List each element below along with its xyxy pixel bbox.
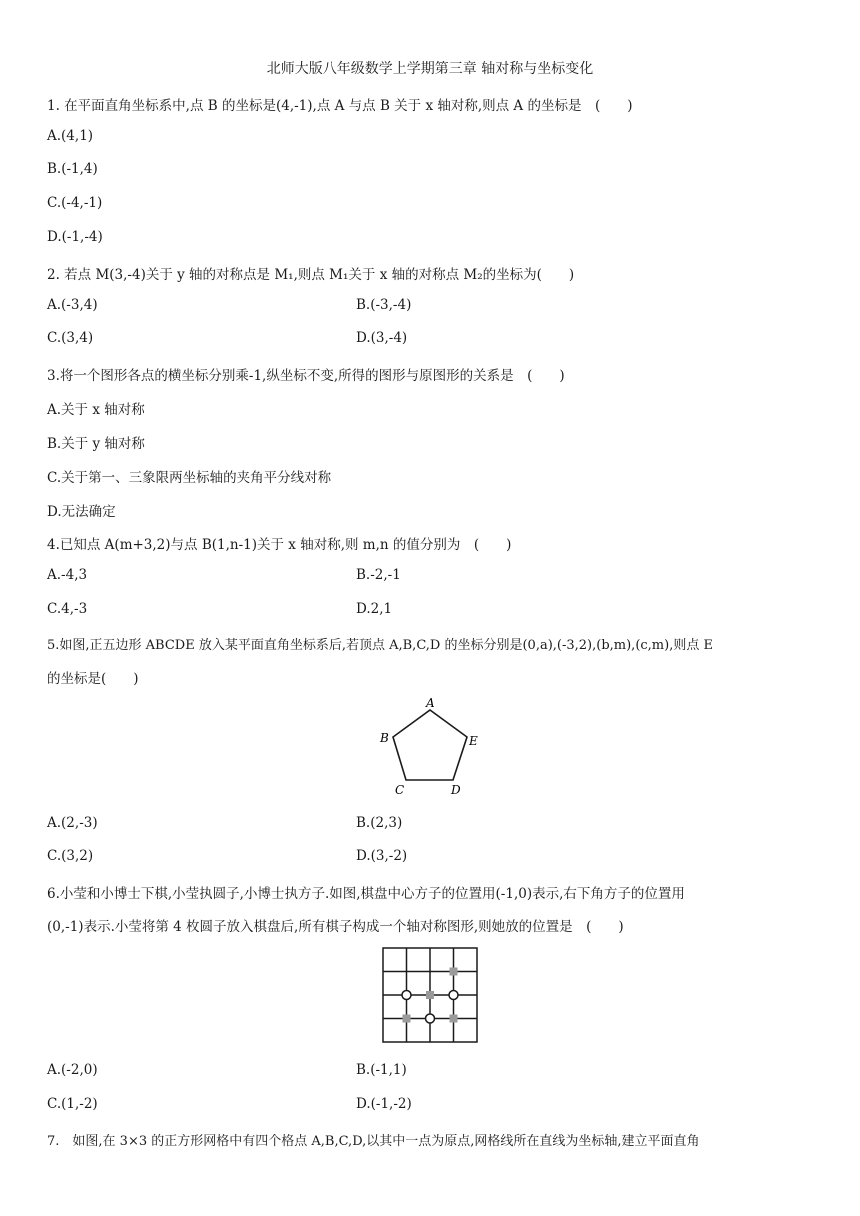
pentagon-shape: [393, 710, 467, 780]
q6-option-b: B.(-1,1): [356, 1062, 407, 1078]
q5-option-d: D.(3,-2): [356, 848, 408, 864]
q3-option-c: C.关于第一、三象限两坐标轴的夹角平分线对称: [47, 470, 332, 486]
q2-option-b: B.(-3,-4): [356, 297, 412, 313]
q1-option-b: B.(-1,4): [47, 161, 98, 177]
q4-option-a: A.-4,3: [47, 567, 88, 583]
q1-option-a: A.(4,1): [47, 128, 94, 144]
pentagon-figure: [370, 695, 490, 800]
q4-option-c: C.4,-3: [47, 601, 88, 617]
vertex-label-b: B: [380, 731, 389, 745]
question-4-stem: 4.已知点 A(m+3,2)与点 B(1,n-1)关于 x 轴对称,则 m,n 的值分别为 ( ): [47, 537, 512, 553]
q1-option-d: D.(-1,-4): [47, 229, 103, 245]
q1-option-c: C.(-4,-1): [47, 195, 103, 211]
vertex-label-a: A: [426, 696, 435, 710]
q5-option-a: A.(2,-3): [47, 815, 98, 831]
chessboard-figure: [380, 946, 480, 1044]
page-title: 北师大版八年级数学上学期第三章 轴对称与坐标变化: [266, 61, 594, 77]
q3-option-b: B.关于 y 轴对称: [47, 436, 145, 452]
question-6-stem-line2: (0,-1)表示.小莹将第 4 枚圆子放入棋盘后,所有棋子构成一个轴对称图形,则她放的位置是 ( ): [47, 919, 624, 935]
q3-option-d: D.无法确定: [47, 504, 116, 520]
question-1-stem: 1. 在平面直角坐标系中,点 B 的坐标是(4,-1),点 A 与点 B 关于 x 轴对称,则点 A 的坐标是 ( ): [47, 98, 633, 114]
vertex-label-d: D: [451, 783, 461, 797]
q2-option-c: C.(3,4): [47, 330, 94, 346]
q6-option-c: C.(1,-2): [47, 1096, 98, 1112]
q6-option-d: D.(-1,-2): [356, 1096, 412, 1112]
question-5-stem-line2: 的坐标是( ): [47, 671, 139, 687]
question-5-stem-line1: 5.如图,正五边形 ABCDE 放入某平面直角坐标系后,若顶点 A,B,C,D 的坐标分别是(0,a),(-3,2),(b,m),(c,m),则点 E: [47, 638, 713, 653]
square-piece: [450, 1015, 458, 1023]
q2-option-d: D.(3,-4): [356, 330, 408, 346]
question-6-stem-line1: 6.小莹和小博士下棋,小莹执圆子,小博士执方子.如图,棋盘中心方子的位置用(-1,0)表示,右下角方子的位置用: [47, 886, 685, 902]
q2-option-a: A.(-3,4): [47, 297, 98, 313]
question-2-stem: 2. 若点 M(3,-4)关于 y 轴的对称点是 M₁,则点 M₁关于 x 轴的对称点 M₂的坐标为( ): [47, 267, 575, 283]
round-piece: [402, 991, 411, 1000]
q4-option-d: D.2,1: [356, 601, 393, 617]
q4-option-b: B.-2,-1: [356, 567, 401, 583]
q3-option-a: A.关于 x 轴对称: [47, 402, 145, 418]
round-piece: [426, 1014, 435, 1023]
square-piece: [403, 1015, 411, 1023]
question-3-stem: 3.将一个图形各点的横坐标分别乘-1,纵坐标不变,所得的图形与原图形的关系是 ( ): [47, 368, 565, 384]
round-piece: [449, 991, 458, 1000]
square-piece: [450, 968, 458, 976]
q5-option-c: C.(3,2): [47, 848, 94, 864]
vertex-label-e: E: [469, 734, 478, 748]
q5-option-b: B.(2,3): [356, 815, 403, 831]
question-7-stem-line1: 7. 如图,在 3×3 的正方形网格中有四个格点 A,B,C,D,以其中一点为原点,网格线所在直线为坐标轴,建立平面直角: [47, 1134, 700, 1149]
vertex-label-c: C: [395, 783, 405, 797]
square-piece: [426, 991, 434, 999]
q6-option-a: A.(-2,0): [47, 1062, 98, 1078]
